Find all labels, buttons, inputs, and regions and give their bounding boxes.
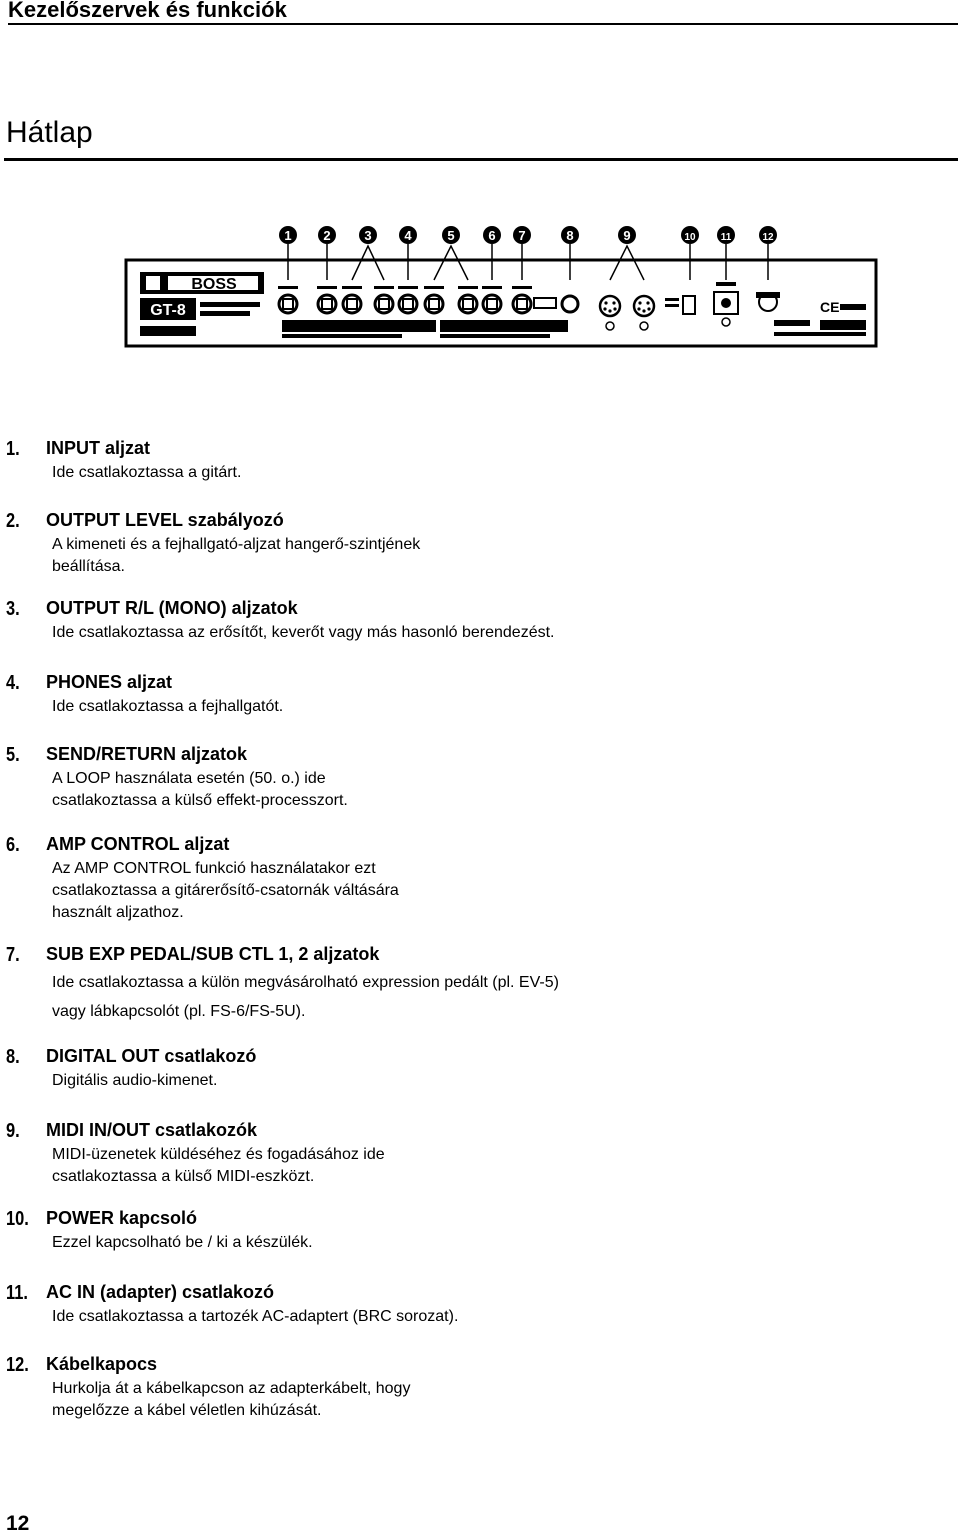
item-number: 8. <box>6 1046 20 1068</box>
digital-out-jack <box>534 296 578 312</box>
callout-11 <box>717 226 735 244</box>
item-title: SEND/RETURN aljzatok <box>46 744 248 764</box>
callout-1 <box>279 226 297 244</box>
jack-3 <box>342 286 362 313</box>
heading-rule <box>4 158 958 161</box>
item-number: 10. <box>6 1208 29 1230</box>
callout-6 <box>483 226 501 244</box>
midi-in-jack <box>600 296 620 330</box>
svg-text:9: 9 <box>623 228 631 243</box>
item-description: Digitális audio-kimenet. <box>52 1072 218 1089</box>
jack-2 <box>317 286 337 313</box>
item-description: Hurkolja át a kábelkapcson az adapterkábelt, hogy megelőzze a kábel véletlen kihúzását. <box>52 1380 411 1419</box>
boss-logo <box>140 272 264 294</box>
item-description: Ide csatlakoztassa a gitárt. <box>52 464 242 481</box>
svg-text:1: 1 <box>284 228 292 243</box>
item-description: MIDI-üzenetek küldéséhez és fogadásához ide csatlakoztassa a külső MIDI-eszközt. <box>52 1146 385 1185</box>
item-title: OUTPUT R/L (MONO) aljzatok <box>46 598 298 618</box>
item-number: 5. <box>6 744 20 766</box>
svg-text:12: 12 <box>762 232 774 243</box>
item-number: 12. <box>6 1354 29 1376</box>
callout-leader-lines <box>288 244 768 280</box>
item-title: INPUT aljzat <box>46 438 151 458</box>
callout-4 <box>399 226 417 244</box>
callout-5 <box>442 226 460 244</box>
page-title: Hátlap <box>6 116 93 149</box>
jack-1 <box>278 286 298 313</box>
item-title: POWER kapcsoló <box>46 1208 198 1228</box>
callout-12 <box>759 226 777 244</box>
ce-mark <box>820 299 866 315</box>
item-title: AMP CONTROL aljzat <box>46 834 230 854</box>
item-title: MIDI IN/OUT csatlakozók <box>46 1120 258 1140</box>
item-number: 4. <box>6 672 20 694</box>
jack-4 <box>374 286 394 313</box>
item-title: AC IN (adapter) csatlakozó <box>46 1282 275 1302</box>
svg-text:2: 2 <box>323 228 331 243</box>
callout-3 <box>359 226 377 244</box>
brand-logo-text: BOSS <box>191 276 237 293</box>
callout-10 <box>681 226 699 244</box>
item-number: 6. <box>6 834 20 856</box>
item-number: 3. <box>6 598 20 620</box>
callout-markers <box>279 226 777 244</box>
jack-9 <box>512 286 532 313</box>
item-description: A kimeneti és a fejhallgató-aljzat hangerő-szintjének beállítása. <box>52 536 421 575</box>
svg-text:4: 4 <box>404 228 412 243</box>
label-strips <box>282 320 866 338</box>
midi-out-jack <box>634 296 654 330</box>
jack-8 <box>482 286 502 313</box>
svg-text:3: 3 <box>364 228 372 243</box>
item-description: Ide csatlakoztassa a tartozék AC-adaptert (BRC sorozat). <box>52 1308 459 1325</box>
item-title: SUB EXP PEDAL/SUB CTL 1, 2 aljzatok <box>46 944 380 964</box>
callout-2 <box>318 226 336 244</box>
item-description: Az AMP CONTROL funkció használatakor ezt csatlakoztassa a gitárerősítő-csatornák váltására használt aljzathoz. <box>52 860 399 921</box>
item-title: DIGITAL OUT csatlakozó <box>46 1046 257 1066</box>
header-rule <box>8 23 958 25</box>
svg-text:6: 6 <box>488 228 496 243</box>
cable-hook <box>756 292 780 311</box>
power-switch <box>665 296 695 314</box>
item-number: 1. <box>6 438 20 460</box>
item-number: 7. <box>6 944 20 966</box>
jack-7 <box>458 286 478 313</box>
item-number: 9. <box>6 1120 20 1142</box>
svg-text:CE: CE <box>820 299 840 315</box>
item-title: OUTPUT LEVEL szabályozó <box>46 510 284 530</box>
section-header-title: Kezelőszervek és funkciók <box>8 0 287 22</box>
svg-text:10: 10 <box>684 232 696 243</box>
callout-7 <box>513 226 531 244</box>
item-title: Kábelkapocs <box>46 1354 158 1374</box>
svg-text:7: 7 <box>518 228 526 243</box>
item-description: Ide csatlakoztassa a külön megvásárolható expression pedált (pl. EV-5) vagy lábkapcsolót (pl. FS-6/FS-5U). <box>52 974 559 1020</box>
rear-panel-diagram <box>120 222 882 352</box>
jack-5 <box>398 286 418 313</box>
item-title: PHONES aljzat <box>46 672 173 692</box>
model-logo-text: GT-8 <box>150 302 186 319</box>
model-logo <box>140 298 260 336</box>
svg-text:8: 8 <box>566 228 574 243</box>
item-number: 11. <box>6 1282 28 1304</box>
item-description: Ide csatlakoztassa az erősítőt, keverőt vagy más hasonló berendezést. <box>52 624 555 641</box>
callout-8 <box>561 226 579 244</box>
ac-in-jack <box>714 282 738 326</box>
jack-6 <box>424 286 444 313</box>
svg-text:11: 11 <box>720 232 732 243</box>
item-description: Ide csatlakoztassa a fejhallgatót. <box>52 698 284 715</box>
item-number: 2. <box>6 510 20 532</box>
item-description: Ezzel kapcsolható be / ki a készülék. <box>52 1234 313 1251</box>
callout-9 <box>618 226 636 244</box>
item-description: A LOOP használata esetén (50. o.) ide csatlakoztassa a külső effekt-processzort. <box>52 770 348 809</box>
svg-text:5: 5 <box>447 228 455 243</box>
page-number: 12 <box>6 1512 30 1535</box>
